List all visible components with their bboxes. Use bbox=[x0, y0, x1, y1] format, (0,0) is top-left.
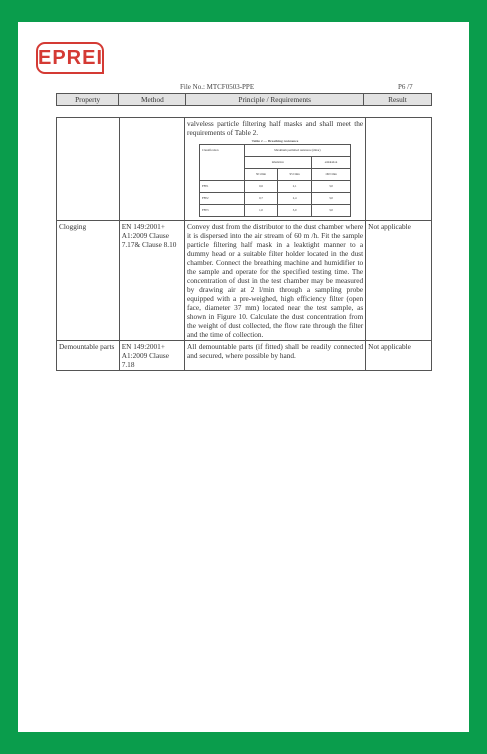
header-row-table bbox=[56, 93, 432, 106]
property-cell: Demountable parts bbox=[57, 341, 120, 371]
method-cell: EN 149:2001+ A1:2009 Clause 7.17& Clause 8.10 bbox=[119, 221, 184, 341]
requirements-cell: Convey dust from the distributor to the dust chamber where it is dispersed into the air stream of 60 m /h. Fit the sample particle filtering half mask in a leaktight manner to a dummy head or a suitable filter holder located in the dust chamber. Connect the breathing machine and humidifier to the sample and operate for the specified testing time. The concentration of dust in the test chamber may be measured by drawing air at 2 l/min through a sampling probe equipped with a pre-weighed, high efficiency filter (open face, diameter 37 mm) located near the test sample, as shown in Figure 10. Calculate the dust concentration from the weight of dust collected, the flow rate through the filter and the time of collection. bbox=[185, 221, 366, 341]
page-number: P6 /7 bbox=[398, 83, 413, 91]
requirements-cell: All demountable parts (if fitted) shall be readily connected and secured, where possible by hand. bbox=[185, 341, 366, 371]
result-cell: Not applicable bbox=[366, 221, 432, 341]
breathing-resistance-table: Table 2 — Breathing resistance Classification Maximum permitted resistance (mbar) inhalation exhalation 30 l/min 95 l/min 160 l/min FFP1 0,6 2,1 3,0 FFP2 0,7 2,4 3,0 FFP3 1,0 3,0 3,0 bbox=[199, 139, 351, 217]
table-row bbox=[57, 221, 432, 341]
method-cell: EN 149:2001+ A1:2009 Clause 7.18 bbox=[119, 341, 184, 371]
result-cell: Not applicable bbox=[366, 341, 432, 371]
continuation-text: valveless particle filtering half masks and shall meet the requirements of Table 2. bbox=[187, 119, 364, 137]
col-header-property: Property bbox=[57, 94, 119, 106]
file-number: File No.: MTCF0503-PPE bbox=[180, 83, 255, 91]
property-cell: Clogging bbox=[57, 221, 120, 341]
epri-logo: EPREI bbox=[36, 42, 104, 74]
table-row bbox=[57, 118, 432, 221]
col-header-method: Method bbox=[119, 94, 186, 106]
col-header-requirements: Principle / Requirements bbox=[186, 94, 363, 106]
requirements-table bbox=[56, 117, 432, 371]
table-row bbox=[57, 341, 432, 371]
col-header-result: Result bbox=[363, 94, 431, 106]
